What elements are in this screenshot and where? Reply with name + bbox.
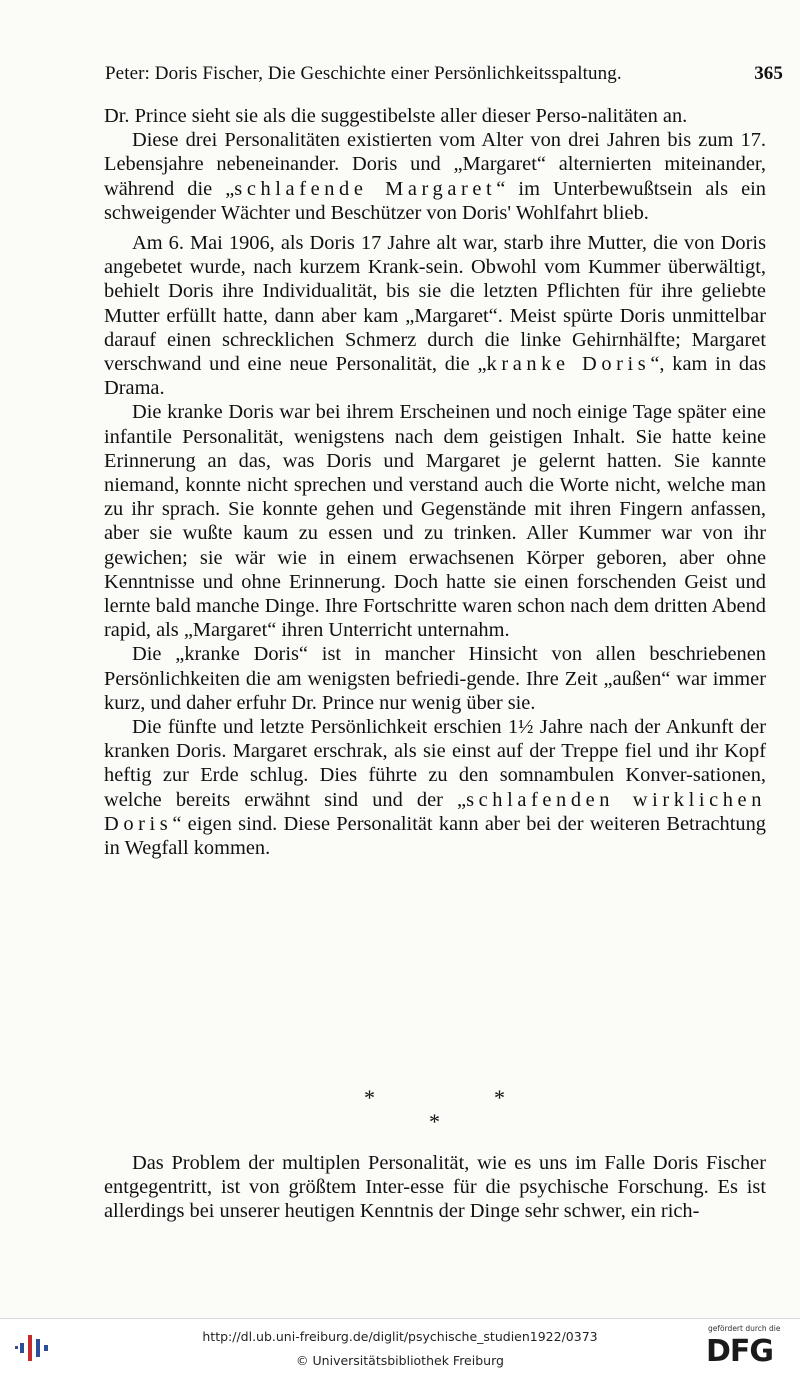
paragraph-2-text-b: “ im Unterbewußtsein als ein schweigender Wächter und Beschützer von Doris' Wohlfahrt blieb. <box>104 177 766 224</box>
paragraph-1: Dr. Prince sieht sie als die suggestibelste aller dieser Perso-nalitäten an. <box>104 105 688 127</box>
copyright-notice: © Universitätsbibliothek Freiburg <box>296 1353 504 1368</box>
paragraph-3 <box>104 231 766 400</box>
paragraph-6-text-b: “ eigen sind. Diese Personalität kann aber bei der weiteren Betrachtung in Wegfall kommen. <box>104 812 766 860</box>
paragraph-6-text-a: Die fünfte und letzte Persönlichkeit erschien 1½ Jahre nach der Ankunft der kranken Doris. Margaret erschrak, als sie einst auf der Treppe fiel und ihr Kopf heftig zur Erde schlug. Dies führte zu den somnambulen Konver-sationen, welche bereits erwähnt sind und der „ <box>104 716 766 811</box>
page-number: 365 <box>754 63 783 84</box>
paragraph-3-text-a: Am 6. Mai 1906, als Doris 17 Jahre alt war, starb ihre Mutter, die von Doris angebetet wurde, nach kurzem Krank-sein. Obwohl vom Kummer überwältigt, behielt Doris ihre Individualität, bis sie die letzten Pflichten für ihre geliebte Mutter erfüllt hatte, dann aber kam „Margaret“. Meist spürte Doris unmittelbar darauf einen schrecklichen Schmerz durch die linke Gehirnhälfte; Margaret verschwand und eine neue Personalität, die „ <box>104 232 766 376</box>
paragraph-5: Die „kranke Doris“ ist in mancher Hinsicht von allen beschriebenen Persönlichkeiten die am wenigsten befriedi-gende. Ihre Zeit „außen“ war immer kurz, und daher erfuhr Dr. Prince nur wenig über sie. <box>104 643 766 714</box>
paragraph-7: Das Problem der multiplen Personalität, wie es uns im Falle Doris Fischer entgegentritt, ist von größtem Inter-esse für die psychische Forschung. Es ist allerdings bei unserer heutigen Kenntnis der Dinge sehr schwer, ein rich- <box>104 1152 766 1223</box>
paragraph-3-spaced: kranke Doris <box>486 353 651 376</box>
paragraph-6-spaced: schlafenden wirklichen Doris <box>104 788 766 835</box>
asterism-star-bottom: * <box>429 1109 440 1134</box>
paragraph-2-spaced: schlafende Margaret <box>234 177 497 200</box>
paragraph-2-text-a: Diese drei Personalitäten existierten vom Alter von drei Jahren bis zum 17. Lebensjahre nebeneinander. Doris und „Margaret“ alternierten miteinander, während die „ <box>104 129 766 200</box>
viewer-footer <box>0 1318 800 1373</box>
body-text <box>104 104 766 860</box>
page-url-link[interactable]: http://dl.ub.uni-freiburg.de/diglit/psychische_studien1922/0373 <box>202 1329 598 1344</box>
asterism-star-left: * <box>364 1085 375 1110</box>
running-title: Peter: Doris Fischer, Die Geschichte einer Persönlichkeitsspaltung. <box>105 63 622 84</box>
body-text-continued <box>104 1151 766 1224</box>
dfg-mark: DFG <box>706 1334 774 1369</box>
running-head <box>105 63 783 85</box>
asterism <box>0 1085 800 1135</box>
dfg-tagline: gefördert durch die <box>708 1324 781 1333</box>
paragraph-4: Die kranke Doris war bei ihrem Erscheinen und noch einige Tage später eine infantile Personalität, wenigstens nach dem geistigen Inhalt. Sie hatte keine Erinnerung an das, was Doris und Margaret je gelernt hatten. Sie kannte niemand, konnte nicht sprechen und verstand auch die Worte nicht, welche man zu ihr sprach. Sie konnte gehen und Gegenstände mit ihren Fingern anfassen, aber sie wußte kaum zu essen und zu trinken. Aller Kummer war von ihr gewichen; sie wär wie in einem erwachsenen Körper geboren, aber ohne Kenntnisse und ohne Erinnerung. Doch hatte sie einen forschenden Geist und lernte bald manche Dinge. Ihre Fortschritte waren schon nach dem dritten Abend rapid, als „Margaret“ ihren Unterricht unternahm. <box>104 401 766 642</box>
dfg-logo[interactable] <box>704 1323 792 1371</box>
paragraph-6 <box>104 715 766 860</box>
paragraph-2 <box>104 128 766 225</box>
asterism-star-right: * <box>494 1085 505 1110</box>
paragraph-3-text-b: “, kam in das Drama. <box>104 353 767 400</box>
